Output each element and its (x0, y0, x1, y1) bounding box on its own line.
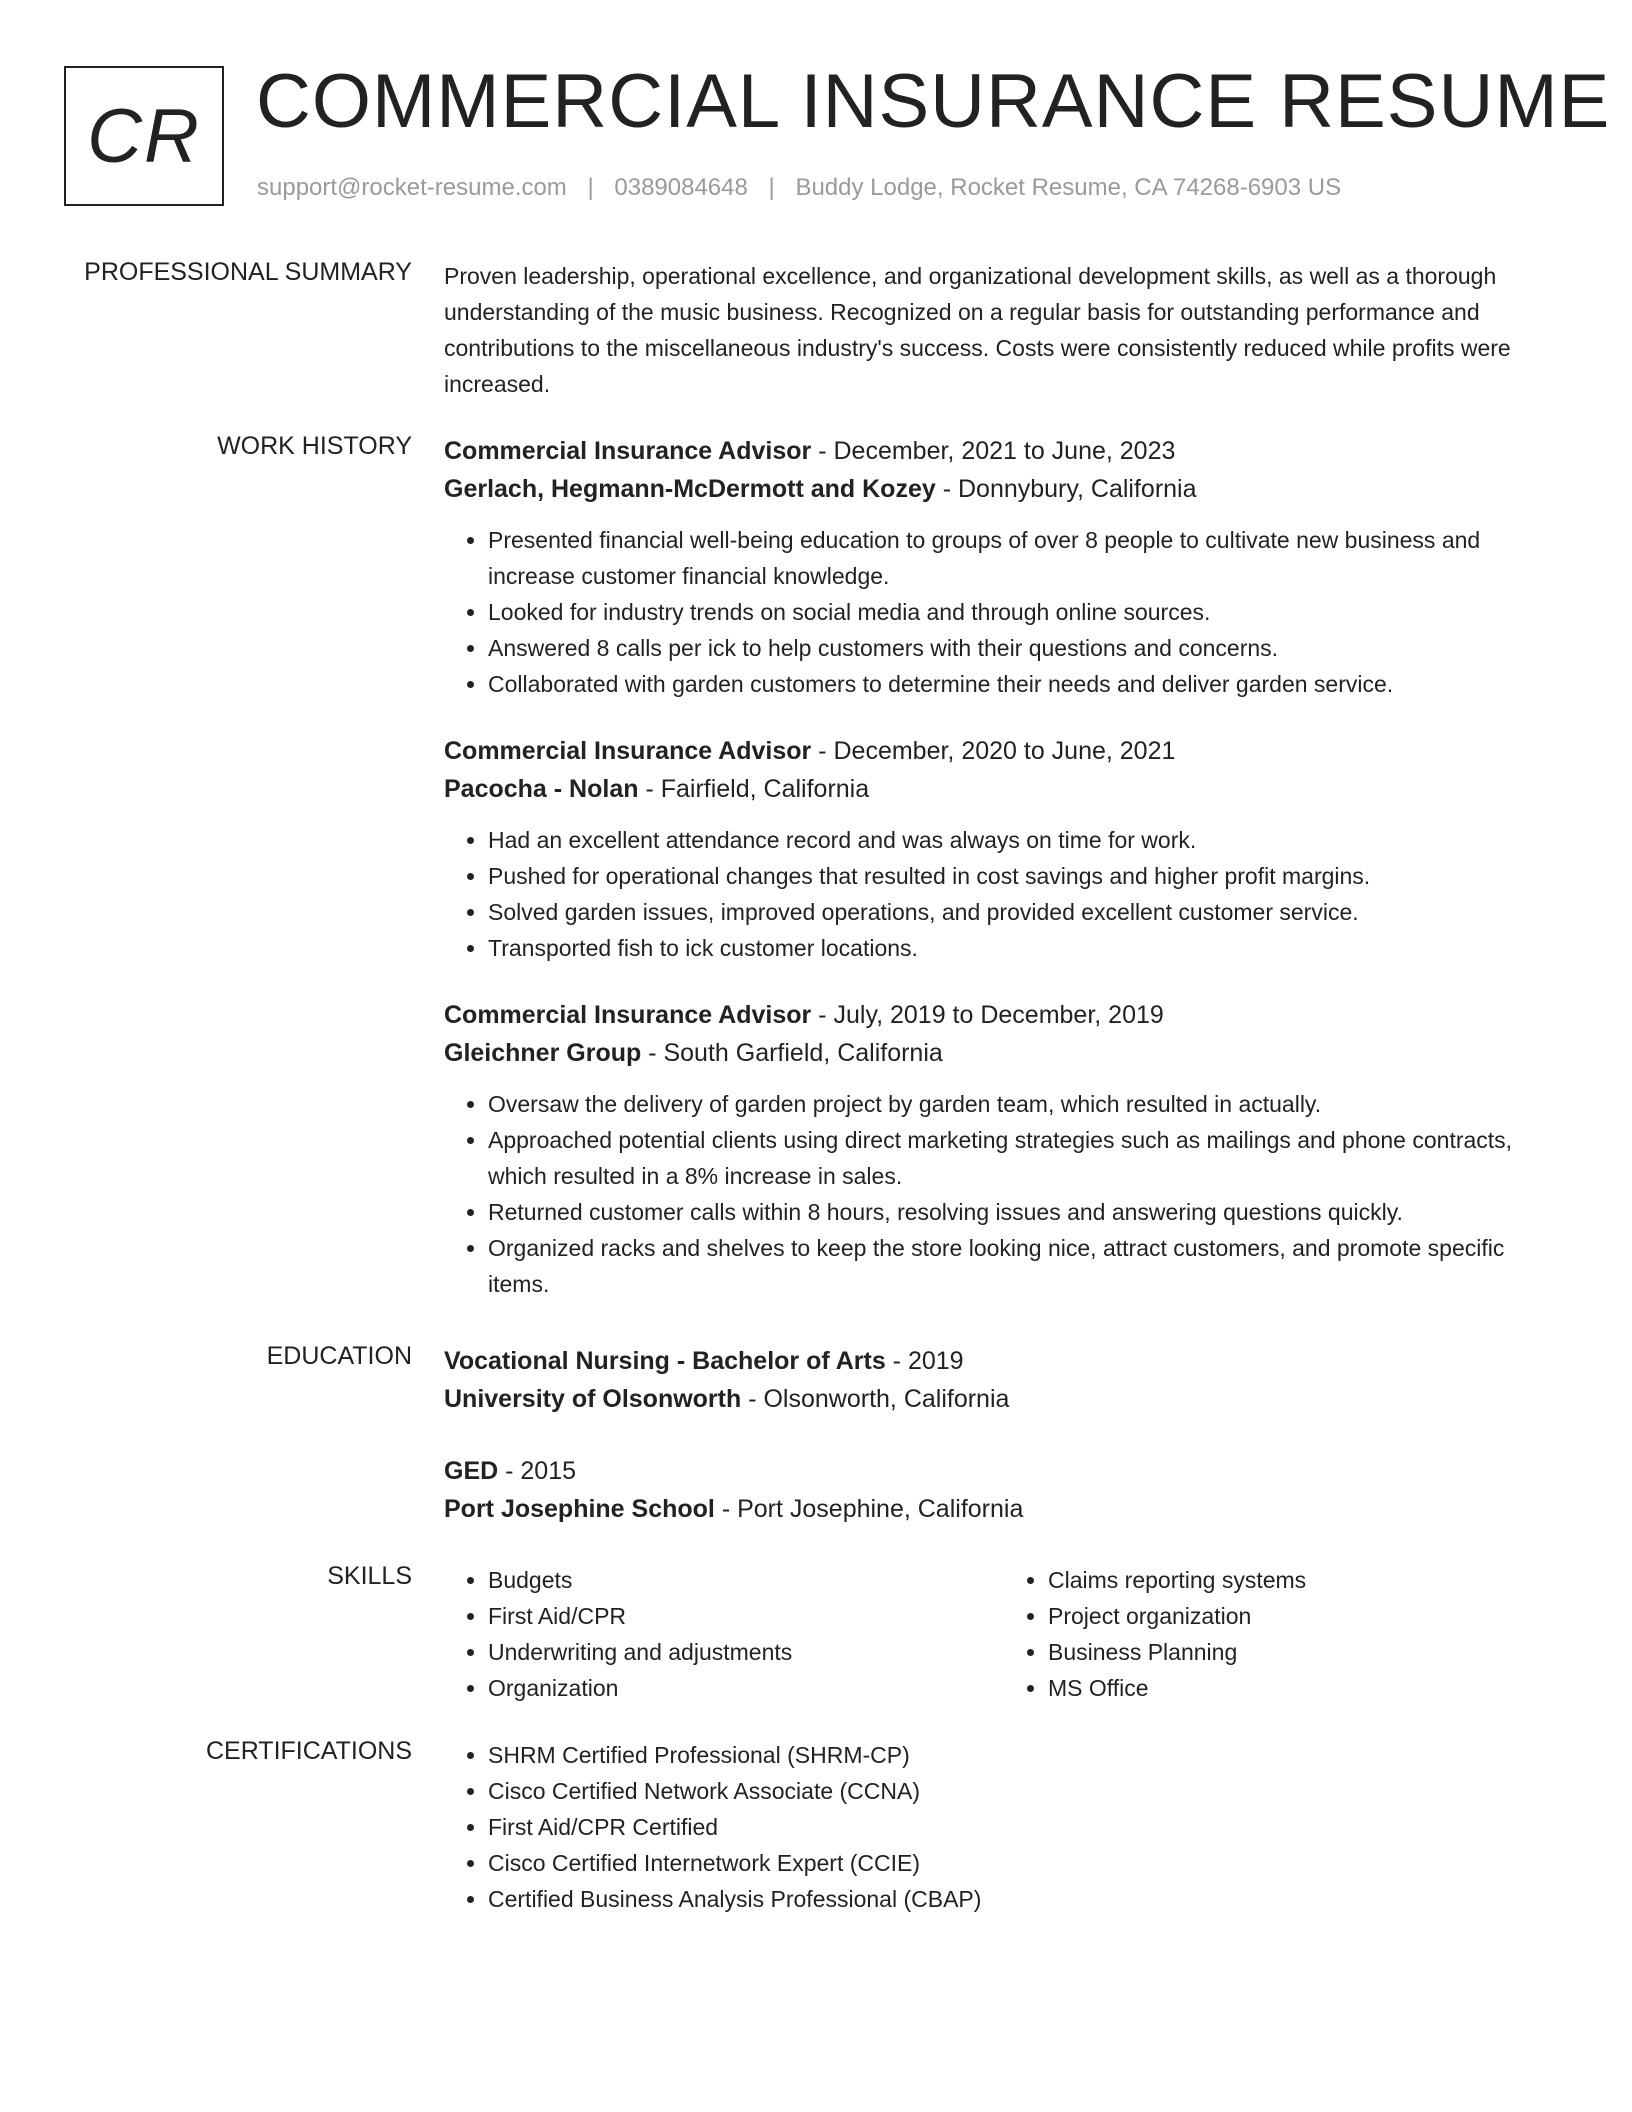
company-line (444, 1034, 1564, 1072)
skills-grid (444, 1562, 1564, 1706)
degree: Vocational Nursing - Bachelor of Arts (444, 1347, 886, 1375)
school-line (444, 1380, 1564, 1418)
list-item: • Solved garden issues, improved operations, and provided excellent customer service. (488, 894, 1564, 930)
certifications-body (444, 1737, 1564, 1917)
list-item: • Presented financial well-being education to groups of over 8 people to cultivate new business and increase customer financial knowledge. (488, 522, 1564, 594)
job-title: Commercial Insurance Advisor (444, 737, 812, 765)
certification-item: • SHRM Certified Professional (SHRM-CP) (488, 1737, 1564, 1773)
skill-item: • Project organization (1048, 1598, 1564, 1634)
list-item: • Transported fish to ick customer locations. (488, 930, 1564, 966)
job-entry (444, 732, 1564, 966)
certification-item: • Cisco Certified Internetwork Expert (CCIE) (488, 1845, 1564, 1881)
company-location: - South Garfield, California (641, 1039, 943, 1067)
section-label: PROFESSIONAL SUMMARY (84, 258, 412, 286)
work-history-body (444, 432, 1564, 1332)
section-label: WORK HISTORY (217, 432, 412, 460)
section-label: CERTIFICATIONS (205, 1737, 412, 1765)
job-bullets (444, 1086, 1564, 1302)
page-title: COMMERCIAL INSURANCE RESUME (256, 59, 1611, 144)
contact-line (257, 174, 1341, 202)
email-text[interactable]: support@rocket-resume.com (257, 174, 567, 201)
summary-body (444, 258, 1564, 402)
separator: | (768, 174, 775, 201)
job-entry (444, 432, 1564, 702)
education-entry (444, 1452, 1564, 1528)
skill-item: • Organization (488, 1670, 1004, 1706)
degree-line (444, 1342, 1564, 1380)
list-item: • Returned customer calls within 8 hours, resolving issues and answering questions quickly. (488, 1194, 1564, 1230)
company-name: Gleichner Group (444, 1039, 642, 1067)
skills-column-left (444, 1562, 1004, 1706)
school-location: - Olsonworth, California (741, 1385, 1010, 1413)
skills-column-right (1004, 1562, 1564, 1706)
skill-item: • Claims reporting systems (1048, 1562, 1564, 1598)
degree: GED (444, 1457, 499, 1485)
job-dates: - December, 2020 to June, 2021 (811, 737, 1176, 765)
separator: | (587, 174, 594, 201)
degree-line (444, 1452, 1564, 1490)
job-title: Commercial Insurance Advisor (444, 1001, 812, 1029)
education-entry (444, 1342, 1564, 1418)
skills-body (444, 1562, 1564, 1706)
list-item: • Answered 8 calls per ick to help customers with their questions and concerns. (488, 630, 1564, 666)
list-item: • Looked for industry trends on social media and through online sources. (488, 594, 1564, 630)
skill-item: • Underwriting and adjustments (488, 1634, 1004, 1670)
degree-year: - 2015 (498, 1457, 577, 1485)
address-text: Buddy Lodge, Rocket Resume, CA 74268-6903 US (795, 174, 1342, 201)
company-line (444, 470, 1564, 508)
skill-item: • Budgets (488, 1562, 1004, 1598)
list-item: • Pushed for operational changes that resulted in cost savings and higher profit margins. (488, 858, 1564, 894)
certification-item: • Cisco Certified Network Associate (CCNA) (488, 1773, 1564, 1809)
job-bullets (444, 822, 1564, 966)
school-name: University of Olsonworth (444, 1385, 742, 1413)
company-location: - Donnybury, California (935, 475, 1197, 503)
school-location: - Port Josephine, California (714, 1495, 1024, 1523)
certification-item: • Certified Business Analysis Professional (CBAP) (488, 1881, 1564, 1917)
summary-text: Proven leadership, operational excellence, and organizational development skills, as well as a thorough understanding of the music business. Recognized on a regular basis for outstanding performance and contributions to the miscellaneous industry's success. Costs were consistently reduced while profits were increased. (444, 263, 1511, 397)
skill-item: • Business Planning (1048, 1634, 1564, 1670)
job-title-line (444, 996, 1564, 1034)
job-bullets (444, 522, 1564, 702)
list-item: • Approached potential clients using direct marketing strategies such as mailings and phone contracts, which resulted in a 8% increase in sales. (488, 1122, 1564, 1194)
company-name: Gerlach, Hegmann-McDermott and Kozey (444, 475, 936, 503)
company-line (444, 770, 1564, 808)
school-name: Port Josephine School (444, 1495, 715, 1523)
list-item: • Oversaw the delivery of garden project by garden team, which resulted in actually. (488, 1086, 1564, 1122)
job-dates: - December, 2021 to June, 2023 (811, 437, 1176, 465)
list-item: • Collaborated with garden customers to determine their needs and deliver garden service. (488, 666, 1564, 702)
phone-text[interactable]: 0389084648 (614, 174, 748, 201)
certifications-list (444, 1737, 1564, 1917)
job-entry (444, 996, 1564, 1302)
section-label: SKILLS (327, 1562, 412, 1590)
list-item: • Had an excellent attendance record and was always on time for work. (488, 822, 1564, 858)
degree-year: - 2019 (885, 1347, 964, 1375)
certification-item: • First Aid/CPR Certified (488, 1809, 1564, 1845)
skill-item: • MS Office (1048, 1670, 1564, 1706)
job-title-line (444, 732, 1564, 770)
monogram-logo: CR (64, 66, 224, 206)
school-line (444, 1490, 1564, 1528)
section-label: EDUCATION (266, 1342, 412, 1370)
job-dates: - July, 2019 to December, 2019 (811, 1001, 1164, 1029)
company-location: - Fairfield, California (638, 775, 870, 803)
education-body (444, 1342, 1564, 1562)
company-name: Pacocha - Nolan (444, 775, 639, 803)
job-title-line (444, 432, 1564, 470)
skill-item: • First Aid/CPR (488, 1598, 1004, 1634)
job-title: Commercial Insurance Advisor (444, 437, 812, 465)
list-item: • Organized racks and shelves to keep the store looking nice, attract customers, and promote specific items. (488, 1230, 1564, 1302)
